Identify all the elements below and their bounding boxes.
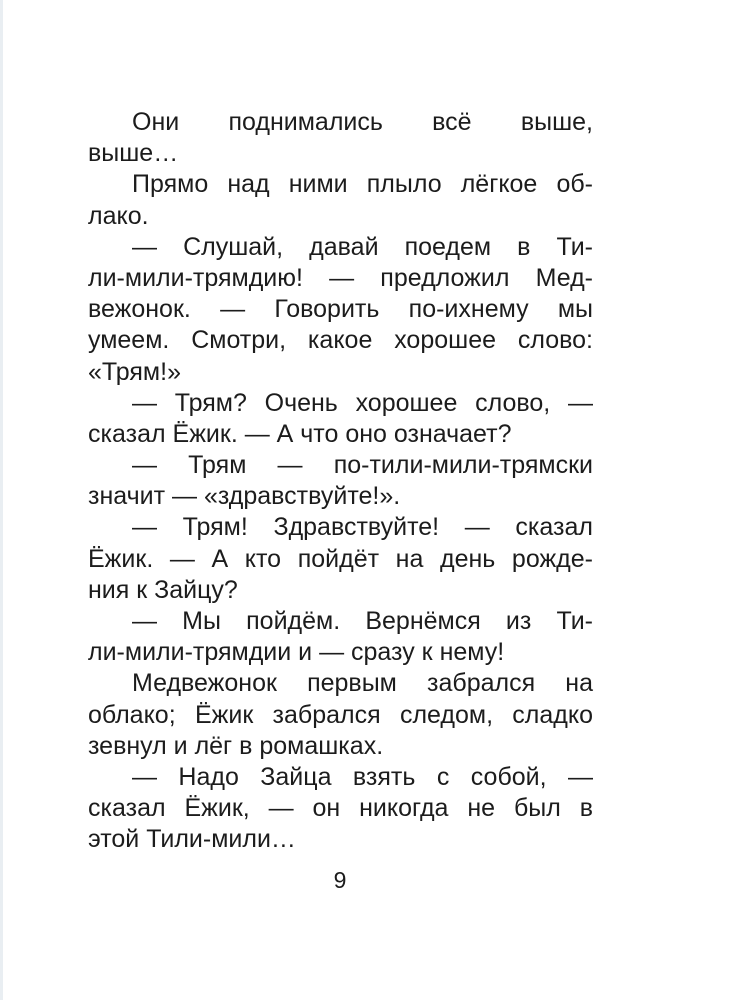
text-line: ли-мили-трямдии и — сразу к нему! [88, 638, 505, 667]
text-line: — Трям — по-тили-мили-трямски [132, 451, 593, 480]
text-line: этой Тили-мили… [88, 825, 296, 854]
text-line: Прямо над ними плыло лёгкое об- [132, 170, 593, 199]
text-line: — Надо Зайца взять с собой, — [132, 762, 593, 791]
text-line: — Слушай, давай поедем в Ти- [132, 232, 593, 261]
text-line: значит — «здравствуйте!». [88, 482, 401, 511]
text-line: зевнул и лёг в ромашках. [88, 731, 384, 760]
text-line: «Трям!» [88, 357, 181, 386]
text-line: лако. [88, 201, 149, 230]
text-line: выше… [88, 139, 179, 168]
text-line: — Мы пойдём. Вернёмся из Ти- [132, 607, 593, 635]
text-line: сказал Ёжик, — он никогда не был в [88, 794, 593, 823]
text-line: Они поднимались всё выше, [132, 108, 593, 136]
page-number: 9 [333, 867, 347, 893]
text-line: Ёжик. — А кто пойдёт на день рожде- [88, 544, 593, 573]
text-line: ния к Зайцу? [88, 575, 238, 604]
text-line: — Трям? Очень хорошее слово, — [132, 388, 593, 417]
text-line: вежонок. — Говорить по-ихнему мы [88, 295, 593, 324]
text-line: облако; Ёжик забрался следом, сладко [88, 700, 593, 729]
story-text [88, 107, 593, 856]
page-edge [0, 0, 3, 1000]
text-line: сказал Ёжик. — А что оно означает? [88, 419, 512, 448]
text-line: Медвежонок первым забрался на [132, 669, 593, 698]
text-line: — Трям! Здравствуйте! — сказал [132, 513, 593, 542]
text-line: ли-мили-трямдию! — предложил Мед- [88, 263, 593, 292]
text-line: умеем. Смотри, какое хорошее слово: [88, 326, 593, 355]
